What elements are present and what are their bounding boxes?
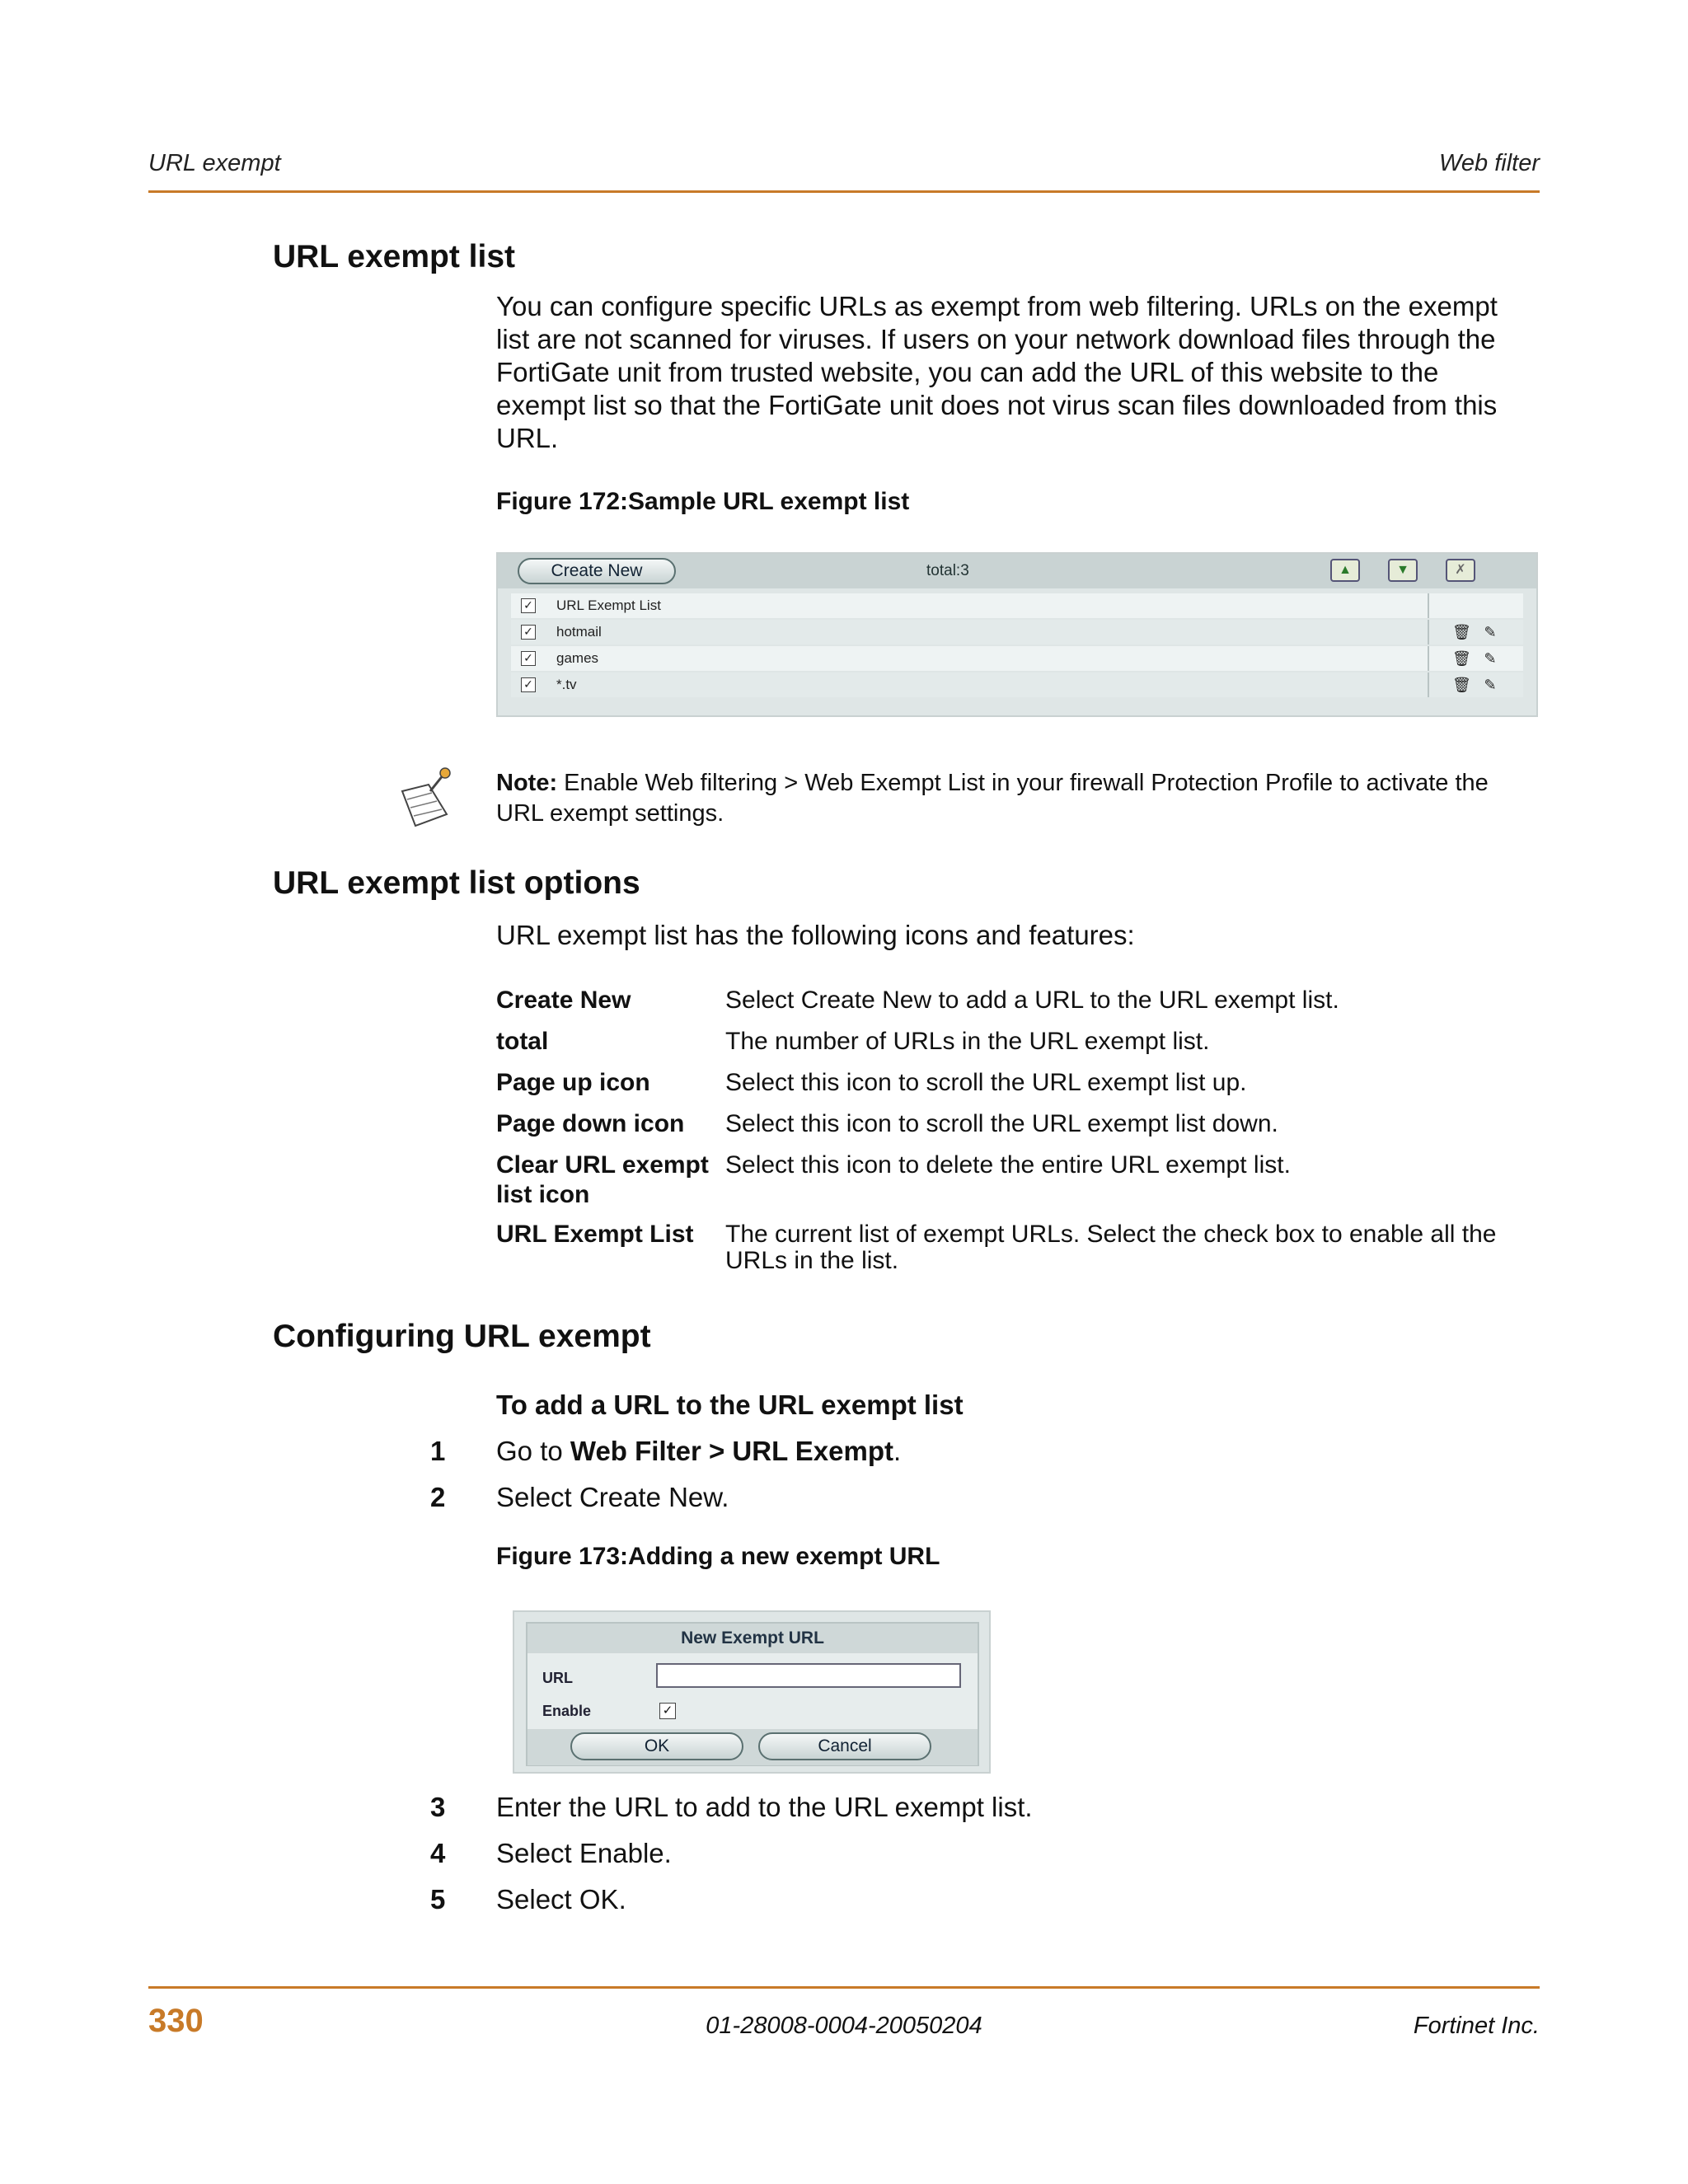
edit-icon[interactable]: ✎ [1484,677,1497,693]
url-label: URL [542,1670,573,1686]
step-number: 4 [430,1838,446,1868]
url-exempt-list-screenshot [496,552,1538,717]
def-total: The number of URLs in the URL exempt list. [725,1028,1210,1055]
footer-rule [148,1986,1540,1989]
running-header-right: Web filter [1439,150,1540,176]
row-checkbox[interactable]: ✓ [521,651,536,666]
step-4-text: Select Enable. [496,1838,672,1868]
def-line: URLs in the list. [725,1247,899,1274]
trash-icon[interactable]: 🗑 [1452,677,1471,693]
intro-line: list are not scanned for viruses. If users on your network download files through the [496,324,1496,354]
intro-line: URL. [496,423,559,453]
def-page-up: Select this icon to scroll the URL exempt list up. [725,1069,1247,1096]
note-text [496,768,1543,829]
page-number: 330 [148,2003,204,2039]
table-header-row [511,593,1523,618]
edit-icon[interactable]: ✎ [1484,624,1497,640]
def-url-exempt-list [725,1221,1541,1274]
cancel-button[interactable]: Cancel [758,1732,931,1760]
intro-line: You can configure specific URLs as exempt from web filtering. URLs on the exempt [496,291,1498,321]
enable-all-checkbox[interactable]: ✓ [521,598,536,613]
page-up-icon[interactable]: ▲ [1330,559,1360,582]
page-down-icon[interactable]: ▼ [1388,559,1418,582]
action-column-header [1428,593,1525,618]
note-line: Enable Web filtering > Web Exempt List in your firewall Protection Profile to activate the [557,770,1489,796]
enable-label: Enable [542,1703,592,1719]
intro-line: FortiGate unit from trusted website, you can add the URL of this website to the [496,357,1439,387]
ok-button[interactable]: OK [570,1732,743,1760]
clear-list-icon[interactable]: ✗ [1446,559,1475,582]
step-2-text: Select Create New. [496,1482,729,1512]
step-number: 3 [430,1792,446,1822]
term-total: total [496,1028,549,1055]
dialog-panel [526,1622,979,1766]
def-create-new: Select Create New to add a URL to the URL exempt list. [725,987,1339,1014]
figure-173-caption: Figure 173:Adding a new exempt URL [496,1543,940,1570]
step-number: 1 [430,1436,446,1466]
term-create-new: Create New [496,987,631,1014]
url-input[interactable] [656,1663,961,1688]
column-header-url-exempt-list: URL Exempt List [556,598,661,613]
running-header-left: URL exempt [148,150,281,176]
term-line: Clear URL exempt [496,1151,709,1179]
step-1-text [496,1436,901,1467]
intro-paragraph [496,290,1543,455]
row-actions [1428,673,1525,697]
options-intro: URL exempt list has the following icons and features: [496,920,1135,950]
company-name: Fortinet Inc. [1413,2013,1540,2039]
enable-checkbox[interactable]: ✓ [659,1703,676,1719]
create-new-button[interactable]: Create New [518,558,676,584]
trash-icon[interactable]: 🗑 [1452,650,1471,667]
header-rule [148,190,1540,193]
row-url: *.tv [556,677,577,692]
row-checkbox[interactable]: ✓ [521,625,536,640]
document-id: 01-28008-0004-20050204 [706,2013,982,2039]
note-line: URL exempt settings. [496,800,724,827]
section-title-options: URL exempt list options [273,865,640,901]
note-icon [396,766,462,832]
row-checkbox[interactable]: ✓ [521,677,536,692]
step-3-text: Enter the URL to add to the URL exempt list. [496,1792,1033,1822]
figure-172-caption: Figure 172:Sample URL exempt list [496,488,910,515]
row-url: hotmail [556,624,602,640]
total-count: total:3 [926,562,969,579]
note-label: Note: [496,770,558,796]
def-clear-list: Select this icon to delete the entire URL exempt list. [725,1151,1291,1179]
def-page-down: Select this icon to scroll the URL exempt list down. [725,1110,1278,1137]
table-row [511,673,1523,697]
term-line: list icon [496,1181,590,1208]
section-title-configuring: Configuring URL exempt [273,1319,651,1354]
trash-icon[interactable]: 🗑 [1452,624,1471,640]
step-text: . [893,1436,902,1466]
step-number: 2 [430,1482,446,1512]
row-actions [1428,646,1525,671]
step-text: Go to [496,1436,570,1466]
term-url-exempt-list: URL Exempt List [496,1221,694,1248]
intro-line: exempt list so that the FortiGate unit does not virus scan files downloaded from this [496,390,1498,420]
table-row [511,620,1523,644]
section-title-url-exempt-list: URL exempt list [273,239,516,274]
menu-path: Web Filter > URL Exempt [570,1436,894,1466]
step-number: 5 [430,1884,446,1915]
table-row [511,646,1523,671]
row-actions [1428,620,1525,644]
step-5-text: Select OK. [496,1884,626,1915]
def-line: The current list of exempt URLs. Select the check box to enable all the [725,1221,1497,1248]
term-page-down: Page down icon [496,1110,685,1137]
term-clear-list [496,1151,719,1210]
new-exempt-url-dialog [513,1610,991,1774]
edit-icon[interactable]: ✎ [1484,650,1497,667]
row-url: games [556,650,599,666]
procedure-title: To add a URL to the URL exempt list [496,1390,964,1420]
dialog-title: New Exempt URL [528,1624,978,1653]
term-page-up: Page up icon [496,1069,650,1096]
